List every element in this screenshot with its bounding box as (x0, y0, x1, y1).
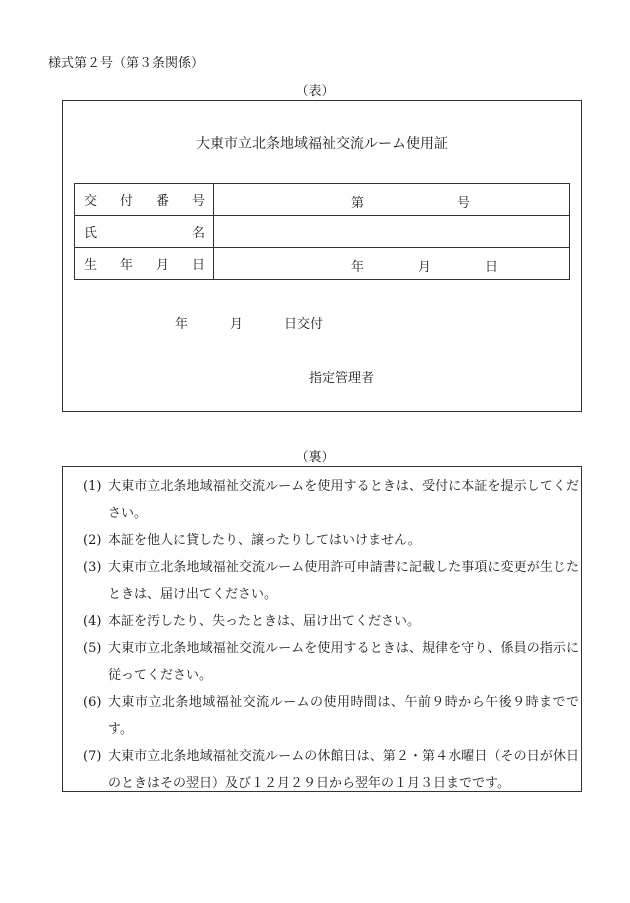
table-row-name (75, 216, 570, 248)
list-item (83, 527, 579, 554)
label-char: 年 (119, 258, 133, 273)
label-char: 日 (191, 258, 205, 273)
rule-text: 本証を他人に貸したり、譲ったりしてはいけません。 (108, 533, 421, 548)
rule-text: 大東市立北条地域福祉交流ルームの休館日は、第２・第４水曜日（その日が休日のときはその翌日）及び１２月２９日から翌年の１月３日までです。 (108, 749, 579, 791)
list-item (83, 608, 579, 635)
card-front (62, 100, 582, 412)
rule-text: 大東市立北条地域福祉交流ルームの使用時間は、午前９時から午後９時までです。 (108, 695, 579, 737)
label-char: 付 (119, 194, 133, 209)
info-table (74, 183, 570, 280)
label-char: 名 (191, 226, 205, 241)
label-char: 号 (191, 194, 205, 209)
name-label (75, 216, 214, 248)
birth-year: 年 (351, 260, 365, 275)
rule-number: (3) (83, 560, 102, 575)
name-value (214, 216, 570, 248)
label-char: 氏 (84, 226, 98, 241)
list-item (83, 743, 579, 797)
rule-number: (4) (83, 614, 102, 629)
rule-number: (7) (83, 749, 102, 764)
label-char: 月 (155, 258, 169, 273)
issue-year: 年 (175, 317, 189, 332)
rule-number: (5) (83, 641, 102, 656)
label-char: 生 (84, 258, 98, 273)
birthdate-value (214, 248, 570, 280)
issue-day: 日交付 (284, 317, 324, 332)
rule-text: 大東市立北条地域福祉交流ルーム使用許可申請書に記載した事項に変更が生じたときは、届け出てください。 (108, 560, 579, 602)
back-side-label: （裏） (295, 450, 335, 465)
form-number: 様式第２号（第３条関係） (48, 56, 205, 71)
card-title: 大東市立北条地域福祉交流ルーム使用証 (196, 136, 448, 152)
list-item (83, 689, 579, 743)
designated-manager: 指定管理者 (309, 371, 375, 386)
issue-date (63, 313, 581, 331)
front-side-label: （表） (295, 84, 335, 99)
list-item (83, 554, 579, 608)
number-suffix: 号 (457, 196, 471, 211)
card-back (62, 466, 582, 792)
birth-day: 日 (485, 260, 499, 275)
number-prefix: 第 (351, 196, 365, 211)
issue-month: 月 (230, 317, 244, 332)
rule-number: (1) (83, 479, 102, 494)
rule-text: 大東市立北条地域福祉交流ルームを使用するときは、受付に本証を提示してください。 (108, 479, 579, 521)
table-row-issue-number (75, 184, 570, 216)
table-row-birthdate (75, 248, 570, 280)
birth-month: 月 (418, 260, 432, 275)
rule-number: (6) (83, 695, 102, 710)
rules-list (83, 473, 579, 797)
birthdate-label (75, 248, 214, 280)
label-char: 番 (155, 194, 169, 209)
label-char: 交 (84, 194, 98, 209)
list-item (83, 635, 579, 689)
issue-number-label (75, 184, 214, 216)
rule-number: (2) (83, 533, 102, 548)
list-item (83, 473, 579, 527)
rule-text: 本証を汚したり、失ったときは、届け出てください。 (108, 614, 421, 629)
issue-number-value (214, 184, 570, 216)
rule-text: 大東市立北条地域福祉交流ルームを使用するときは、規律を守り、係員の指示に従ってください。 (108, 641, 579, 683)
